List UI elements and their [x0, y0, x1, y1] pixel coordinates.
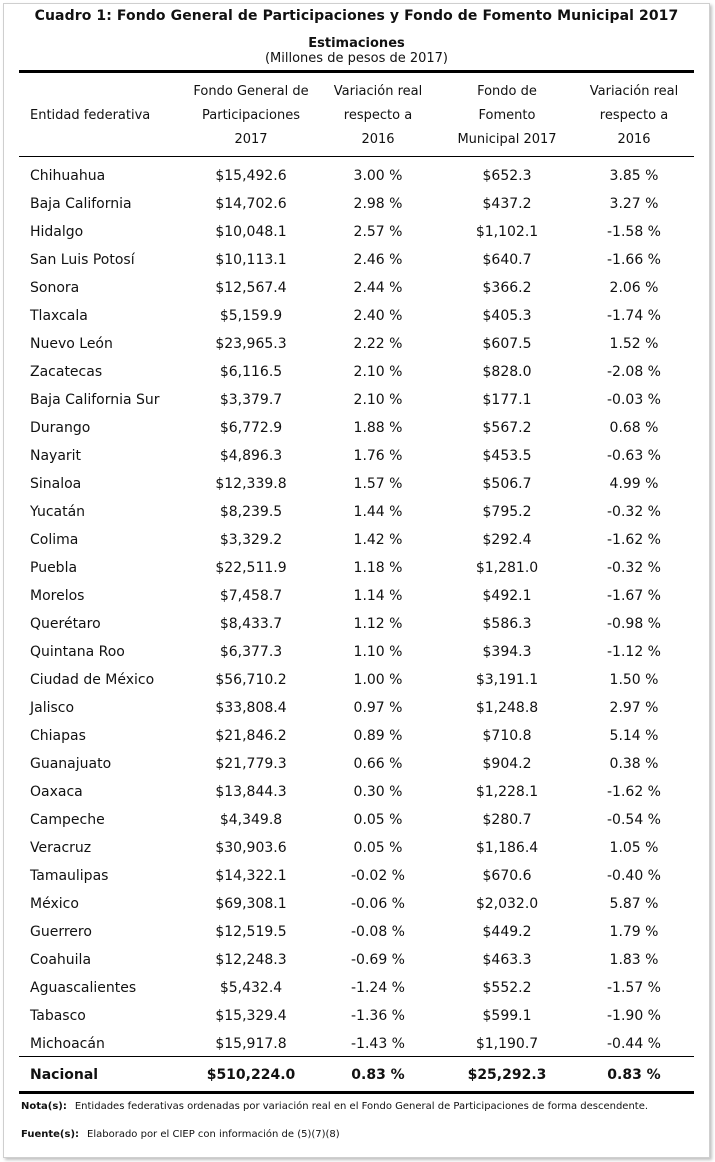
row-var-ffm: -0.32 % [607, 560, 661, 576]
header-rule [19, 156, 694, 157]
row-fgp: $4,896.3 [219, 448, 283, 464]
note-text: Entidades federativas ordenadas por variación real en el Fondo General de Participaciones de forma descendente. [74, 1101, 649, 1112]
row-var-fgp: 2.98 % [353, 196, 403, 212]
row-var-ffm: 0.68 % [609, 420, 659, 436]
header-line: 2017 [234, 132, 268, 147]
row-entity: Nayarit [30, 448, 82, 464]
row-var-fgp: 2.57 % [353, 224, 403, 240]
row-var-fgp: 0.05 % [353, 840, 403, 856]
row-entity: Puebla [30, 560, 78, 576]
row-var-fgp: 1.14 % [353, 588, 403, 604]
row-ffm: $652.3 [482, 168, 532, 184]
table-subtitle: Estimaciones [308, 36, 405, 51]
document-frame [3, 3, 710, 1158]
row-fgp: $14,702.6 [215, 196, 287, 212]
row-var-fgp: 2.10 % [353, 392, 403, 408]
row-var-ffm: 4.99 % [609, 476, 659, 492]
row-var-fgp: 0.30 % [353, 784, 403, 800]
row-var-fgp: 1.12 % [353, 616, 403, 632]
row-var-ffm: -0.63 % [607, 448, 661, 464]
row-fgp: $22,511.9 [215, 560, 287, 576]
header-entidad: Entidad federativa [30, 108, 151, 123]
row-fgp: $6,377.3 [219, 644, 283, 660]
row-var-fgp: 0.05 % [353, 812, 403, 828]
row-fgp: $5,432.4 [219, 980, 283, 996]
row-fgp: $23,965.3 [215, 336, 287, 352]
row-var-ffm: -1.58 % [607, 224, 661, 240]
row-fgp: $10,048.1 [215, 224, 287, 240]
table-row [19, 274, 694, 302]
table-row [19, 190, 694, 218]
row-var-ffm: 1.05 % [609, 840, 659, 856]
national-fgp: $510,224.0 [206, 1067, 296, 1083]
row-var-ffm: 1.52 % [609, 336, 659, 352]
row-fgp: $8,239.5 [219, 504, 283, 520]
row-ffm: $1,102.1 [475, 224, 539, 240]
row-var-fgp: 2.44 % [353, 280, 403, 296]
header-line: 2016 [617, 132, 651, 147]
national-row [19, 1062, 694, 1090]
row-ffm: $453.5 [482, 448, 532, 464]
header-line: 2016 [361, 132, 395, 147]
row-ffm: $640.7 [482, 252, 532, 268]
row-entity: Aguascalientes [30, 980, 137, 996]
table-row [19, 330, 694, 358]
row-ffm: $904.2 [482, 756, 532, 772]
row-fgp: $13,844.3 [215, 784, 287, 800]
row-entity: Tabasco [30, 1008, 86, 1024]
row-var-fgp: 2.22 % [353, 336, 403, 352]
row-var-fgp: -0.06 % [351, 896, 405, 912]
row-ffm: $1,228.1 [475, 784, 539, 800]
table-row [19, 358, 694, 386]
row-fgp: $4,349.8 [219, 812, 283, 828]
table-row [19, 750, 694, 778]
row-var-ffm: 1.79 % [609, 924, 659, 940]
row-entity: Michoacán [30, 1036, 105, 1052]
row-var-fgp: 0.97 % [353, 700, 403, 716]
row-entity: Baja California Sur [30, 392, 160, 408]
source-label: Fuente(s): [21, 1129, 80, 1140]
row-var-ffm: -1.12 % [607, 644, 661, 660]
row-var-ffm: 3.85 % [609, 168, 659, 184]
row-var-ffm: -1.67 % [607, 588, 661, 604]
row-ffm: $1,190.7 [475, 1036, 539, 1052]
table-row [19, 778, 694, 806]
header-line: Participaciones [202, 108, 300, 123]
table-row [19, 582, 694, 610]
row-entity: Zacatecas [30, 364, 103, 380]
table-row [19, 414, 694, 442]
table-row [19, 890, 694, 918]
row-var-ffm: 5.14 % [609, 728, 659, 744]
row-var-ffm: -1.62 % [607, 784, 661, 800]
row-var-ffm: -0.03 % [607, 392, 661, 408]
row-entity: Guerrero [30, 924, 92, 940]
table-row [19, 386, 694, 414]
row-entity: Querétaro [30, 616, 101, 632]
row-ffm: $599.1 [482, 1008, 532, 1024]
row-ffm: $3,191.1 [475, 672, 539, 688]
table-row [19, 862, 694, 890]
row-ffm: $795.2 [482, 504, 532, 520]
table-row [19, 610, 694, 638]
note-label: Nota(s): [21, 1101, 67, 1112]
row-ffm: $292.4 [482, 532, 532, 548]
row-ffm: $828.0 [482, 364, 532, 380]
row-fgp: $5,159.9 [219, 308, 283, 324]
row-entity: Hidalgo [30, 224, 84, 240]
row-ffm: $492.1 [482, 588, 532, 604]
row-fgp: $69,308.1 [215, 896, 287, 912]
row-entity: Yucatán [30, 504, 86, 520]
table-row [19, 694, 694, 722]
row-fgp: $30,903.6 [215, 840, 287, 856]
row-fgp: $3,379.7 [219, 392, 283, 408]
header-line: Fondo General de [193, 84, 309, 99]
row-entity: Baja California [30, 196, 132, 212]
row-entity: Durango [30, 420, 91, 436]
row-ffm: $2,032.0 [475, 896, 539, 912]
row-var-ffm: 5.87 % [609, 896, 659, 912]
row-entity: Jalisco [30, 700, 75, 716]
row-var-fgp: -0.02 % [351, 868, 405, 884]
row-ffm: $567.2 [482, 420, 532, 436]
row-ffm: $437.2 [482, 196, 532, 212]
row-entity: Colima [30, 532, 79, 548]
row-ffm: $449.2 [482, 924, 532, 940]
row-var-fgp: 1.42 % [353, 532, 403, 548]
row-ffm: $463.3 [482, 952, 532, 968]
row-var-fgp: 1.57 % [353, 476, 403, 492]
table-units: (Millones de pesos de 2017) [264, 51, 449, 66]
header-line: Fomento [478, 108, 536, 123]
header-line: respecto a [343, 108, 413, 123]
row-var-ffm: -1.74 % [607, 308, 661, 324]
row-var-fgp: 2.40 % [353, 308, 403, 324]
row-var-fgp: -1.36 % [351, 1008, 405, 1024]
row-var-fgp: 1.10 % [353, 644, 403, 660]
row-entity: México [30, 896, 79, 912]
header-fgp [182, 80, 320, 152]
row-entity: Quintana Roo [30, 644, 125, 660]
row-var-fgp: 1.88 % [353, 420, 403, 436]
row-var-fgp: -1.43 % [351, 1036, 405, 1052]
table-row [19, 1030, 694, 1058]
table-row [19, 974, 694, 1002]
row-var-fgp: 1.44 % [353, 504, 403, 520]
row-var-ffm: 1.83 % [609, 952, 659, 968]
row-ffm: $177.1 [482, 392, 532, 408]
row-var-ffm: 3.27 % [609, 196, 659, 212]
row-entity: Nuevo León [30, 336, 113, 352]
row-fgp: $21,779.3 [215, 756, 287, 772]
row-ffm: $1,186.4 [475, 840, 539, 856]
row-entity: San Luis Potosí [30, 252, 135, 268]
row-entity: Sonora [30, 280, 80, 296]
header-var-fgp [322, 80, 434, 152]
total-rule [19, 1056, 694, 1057]
table-row [19, 946, 694, 974]
row-ffm: $710.8 [482, 728, 532, 744]
row-var-ffm: 1.50 % [609, 672, 659, 688]
row-fgp: $12,339.8 [215, 476, 287, 492]
row-fgp: $7,458.7 [219, 588, 283, 604]
table-row [19, 526, 694, 554]
row-entity: Coahuila [30, 952, 92, 968]
table-row [19, 722, 694, 750]
row-entity: Veracruz [30, 840, 92, 856]
header-line: respecto a [599, 108, 669, 123]
row-ffm: $552.2 [482, 980, 532, 996]
row-entity: Tamaulipas [30, 868, 109, 884]
row-fgp: $15,329.4 [215, 1008, 287, 1024]
row-var-ffm: -1.62 % [607, 532, 661, 548]
national-ffm: $25,292.3 [467, 1067, 547, 1083]
row-entity: Sinaloa [30, 476, 82, 492]
row-var-fgp: 0.66 % [353, 756, 403, 772]
row-ffm: $670.6 [482, 868, 532, 884]
table-row [19, 554, 694, 582]
row-ffm: $607.5 [482, 336, 532, 352]
row-ffm: $506.7 [482, 476, 532, 492]
table-row [19, 218, 694, 246]
row-var-ffm: -1.57 % [607, 980, 661, 996]
row-var-fgp: 1.18 % [353, 560, 403, 576]
row-fgp: $12,519.5 [215, 924, 287, 940]
row-fgp: $15,917.8 [215, 1036, 287, 1052]
row-var-ffm: -0.44 % [607, 1036, 661, 1052]
row-entity: Chihuahua [30, 168, 106, 184]
row-var-fgp: 0.89 % [353, 728, 403, 744]
row-fgp: $8,433.7 [219, 616, 283, 632]
row-fgp: $10,113.1 [215, 252, 287, 268]
row-ffm: $280.7 [482, 812, 532, 828]
header-line: Municipal 2017 [457, 132, 557, 147]
table-row [19, 470, 694, 498]
row-ffm: $405.3 [482, 308, 532, 324]
table-row [19, 498, 694, 526]
header-line: Variación real [333, 84, 423, 99]
table-row [19, 246, 694, 274]
table-row [19, 162, 694, 190]
table-row [19, 666, 694, 694]
row-fgp: $33,808.4 [215, 700, 287, 716]
row-var-fgp: -0.69 % [351, 952, 405, 968]
row-fgp: $6,116.5 [219, 364, 283, 380]
row-var-ffm: -1.66 % [607, 252, 661, 268]
row-ffm: $1,281.0 [475, 560, 539, 576]
header-var-ffm [578, 80, 690, 152]
row-entity: Oaxaca [30, 784, 83, 800]
table-row [19, 834, 694, 862]
bottom-rule [19, 1091, 694, 1094]
note-line [21, 1101, 648, 1112]
row-var-ffm: 0.38 % [609, 756, 659, 772]
row-entity: Chiapas [30, 728, 86, 744]
row-var-fgp: 3.00 % [353, 168, 403, 184]
row-fgp: $15,492.6 [215, 168, 287, 184]
source-line [21, 1129, 340, 1140]
row-entity: Campeche [30, 812, 105, 828]
row-var-fgp: 1.76 % [353, 448, 403, 464]
row-var-ffm: 2.97 % [609, 700, 659, 716]
row-ffm: $1,248.8 [475, 700, 539, 716]
row-var-ffm: -0.54 % [607, 812, 661, 828]
row-fgp: $12,567.4 [215, 280, 287, 296]
row-var-fgp: -0.08 % [351, 924, 405, 940]
row-entity: Tlaxcala [30, 308, 88, 324]
row-entity: Ciudad de México [30, 672, 155, 688]
row-fgp: $14,322.1 [215, 868, 287, 884]
row-var-fgp: 2.10 % [353, 364, 403, 380]
row-entity: Guanajuato [30, 756, 112, 772]
table-row [19, 1002, 694, 1030]
top-rule [19, 70, 694, 73]
row-ffm: $366.2 [482, 280, 532, 296]
table-title: Cuadro 1: Fondo General de Participaciones y Fondo de Fomento Municipal 2017 [34, 8, 679, 24]
row-var-ffm: -0.40 % [607, 868, 661, 884]
row-var-ffm: -1.90 % [607, 1008, 661, 1024]
national-var-fgp: 0.83 % [351, 1067, 405, 1083]
row-fgp: $6,772.9 [219, 420, 283, 436]
row-fgp: $3,329.2 [219, 532, 283, 548]
row-entity: Morelos [30, 588, 85, 604]
row-fgp: $12,248.3 [215, 952, 287, 968]
national-label: Nacional [30, 1067, 99, 1083]
row-var-fgp: 2.46 % [353, 252, 403, 268]
source-text: Elaborado por el CIEP con información de (5)(7)(8) [87, 1129, 340, 1140]
national-var-ffm: 0.83 % [607, 1067, 661, 1083]
header-ffm [442, 80, 572, 152]
table-row [19, 302, 694, 330]
header-line: Variación real [589, 84, 679, 99]
row-ffm: $394.3 [482, 644, 532, 660]
row-var-ffm: 2.06 % [609, 280, 659, 296]
row-fgp: $56,710.2 [215, 672, 287, 688]
row-var-ffm: -2.08 % [607, 364, 661, 380]
row-var-ffm: -0.98 % [607, 616, 661, 632]
header-line: Fondo de [477, 84, 537, 99]
row-fgp: $21,846.2 [215, 728, 287, 744]
table-row [19, 806, 694, 834]
table-row [19, 442, 694, 470]
row-var-fgp: -1.24 % [351, 980, 405, 996]
row-var-fgp: 1.00 % [353, 672, 403, 688]
row-ffm: $586.3 [482, 616, 532, 632]
table-row [19, 638, 694, 666]
table-row [19, 918, 694, 946]
row-var-ffm: -0.32 % [607, 504, 661, 520]
